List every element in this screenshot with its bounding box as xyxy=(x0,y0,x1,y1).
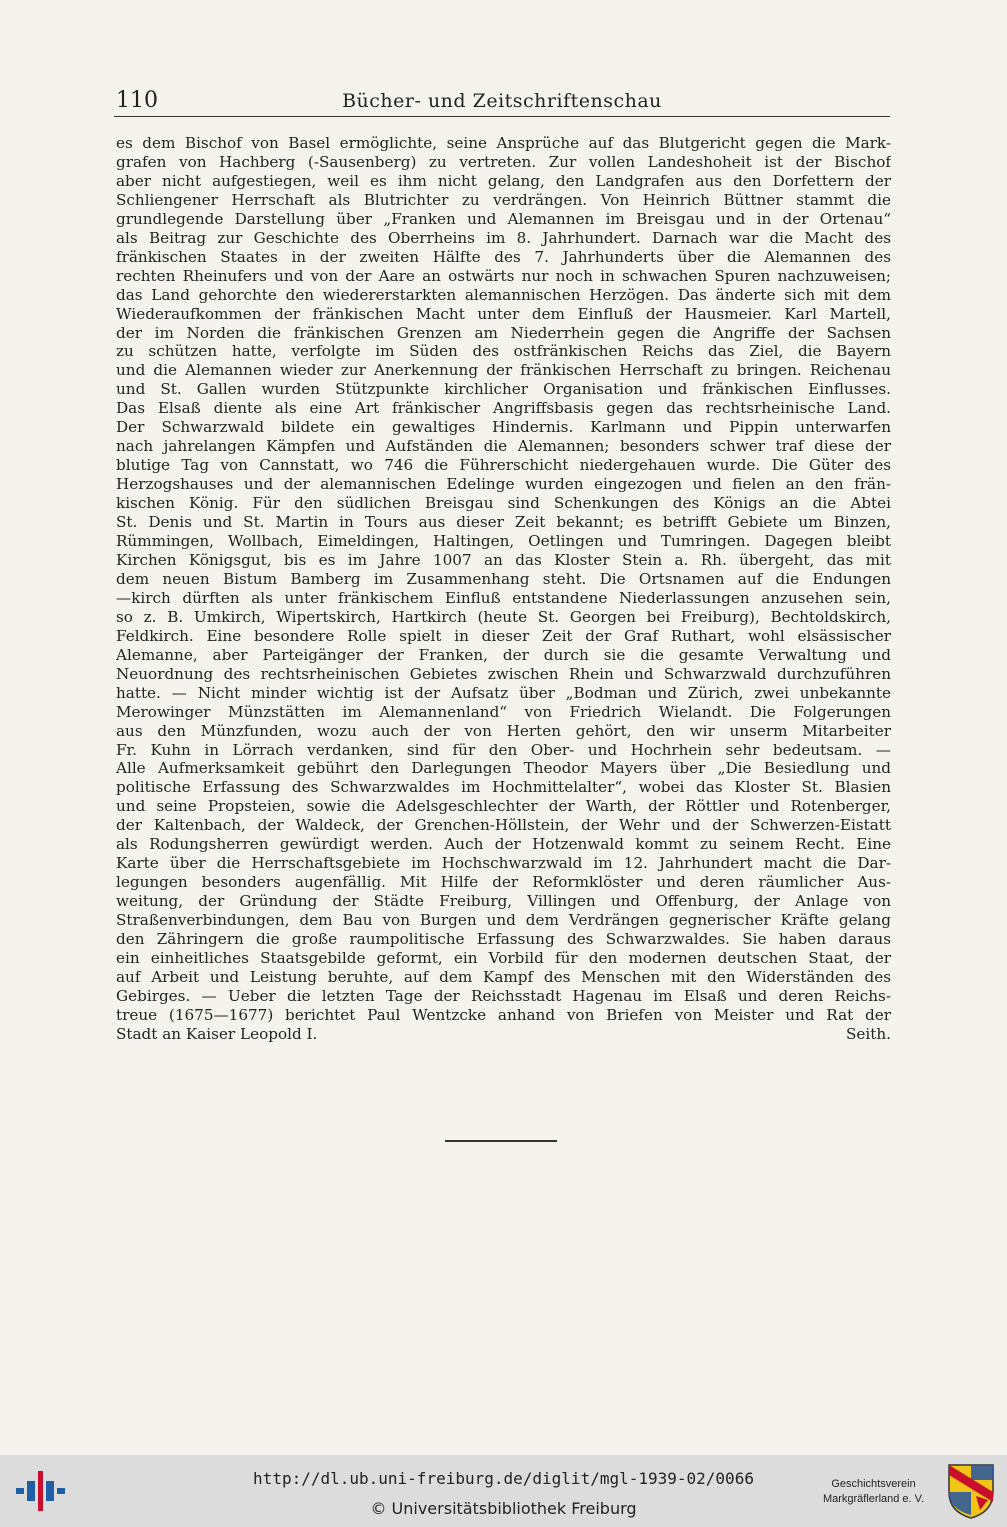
text-line: Herzogshauses und der alemannischen Edelinge wurden eingezogen und fielen an den frän- xyxy=(116,475,891,494)
text-line: Alle Aufmerksamkeit gebührt den Darlegungen Theodor Mayers über „Die Besiedlung und xyxy=(116,759,891,778)
society-name-line1: Geschichtsverein xyxy=(831,1478,916,1490)
text-line: Straßenverbindungen, dem Bau von Burgen und dem Verdrängen gegnerischer Kräfte gelang xyxy=(116,911,891,930)
text-line: St. Denis und St. Martin in Tours aus dieser Zeit bekannt; es betrifft Gebiete um Binzen, xyxy=(116,513,891,532)
author-signature: Seith. xyxy=(846,1024,891,1043)
text-line: Kirchen Königsgut, bis es im Jahre 1007 an das Kloster Stein a. Rh. übergeht, das mit xyxy=(116,550,891,569)
text-line: Karte über die Herrschaftsgebiete im Hochschwarzwald im 12. Jahrhundert macht die Dar- xyxy=(116,854,891,873)
final-line-text: Stadt an Kaiser Leopold I. xyxy=(116,1024,318,1043)
text-line: Der Schwarzwald bildete ein gewaltiges Hindernis. Karlmann und Pippin unterwarfen xyxy=(116,418,891,437)
text-line: treue (1675—1677) berichtet Paul Wentzcke anhand von Briefen von Meister und Rat der xyxy=(116,1005,891,1024)
text-line: Fr. Kuhn in Lörrach verdanken, sind für den Ober- und Hochrhein sehr bedeutsam. — xyxy=(116,740,891,759)
text-line: hatte. — Nicht minder wichtig ist der Aufsatz über „Bodman und Zürich, zwei unbekannte xyxy=(116,683,891,702)
text-line: weitung, der Gründung der Städte Freiburg, Villingen und Offenburg, der Anlage von xyxy=(116,892,891,911)
text-line-final xyxy=(116,1025,891,1044)
text-line: nach jahrelangen Kämpfen und Aufständen die Alemannen; besonders schwer traf diese der xyxy=(116,437,891,456)
text-line: aber nicht aufgestiegen, weil es ihm nicht gelang, den Landgrafen aus den Dorfettern der xyxy=(116,171,891,190)
text-line: es dem Bischof von Basel ermöglichte, seine Ansprüche auf das Blutgericht gegen die Mark- xyxy=(116,134,891,152)
page-header xyxy=(114,86,890,117)
text-line: auf Arbeit und Leistung beruhte, auf dem Kampf des Menschen mit den Widerständen des xyxy=(116,967,891,986)
text-line: der im Norden die fränkischen Grenzen am Niederrhein gegen die Angriffe der Sachsen xyxy=(116,323,891,342)
text-line: legungen besonders augenfällig. Mit Hilfe der Reformklöster und deren räumlicher Aus- xyxy=(116,873,891,892)
society-name xyxy=(806,1477,941,1507)
text-line: den Zähringern die große raumpolitische Erfassung des Schwarzwaldes. Sie haben daraus xyxy=(116,930,891,949)
text-line: grundlegende Darstellung über „Franken und Alemannen im Breisgau und in der Ortenau“ xyxy=(116,209,891,228)
society-name-line2: Markgräflerland e. V. xyxy=(822,1493,925,1505)
text-line: Merowinger Münzstätten im Alemannenland“ von Friedrich Wielandt. Die Folgerungen xyxy=(116,702,891,721)
text-line: und die Alemannen wieder zur Anerkennung der fränkischen Herrschaft zu bringen. Reichenau xyxy=(116,361,891,380)
copyright-notice: © Universitätsbibliothek Freiburg xyxy=(370,1499,637,1518)
text-line: als Rodungsherren gewürdigt werden. Auch der Hotzenwald kommt zu seinem Recht. Eine xyxy=(116,835,891,854)
text-line: aus den Münzfunden, wozu auch der von Herten gehört, den wir unserm Mitarbeiter xyxy=(116,721,891,740)
text-line: und seine Propsteien, sowie die Adelsgeschlechter der Warth, der Röttler und Rotenberger, xyxy=(116,797,891,816)
markgraeflerland-crest-icon xyxy=(946,1462,996,1520)
text-line: dem neuen Bistum Bamberg im Zusammenhang steht. Die Ortsnamen auf die Endungen xyxy=(116,569,891,588)
footer-bar xyxy=(0,1455,1007,1527)
permalink-url[interactable]: http://dl.ub.uni-freiburg.de/diglit/mgl-1939-02/0066 xyxy=(253,1469,754,1488)
text-line: Neuordnung des rechtsrheinischen Gebietes zwischen Rhein und Schwarzwald durchzuführen xyxy=(116,664,891,683)
text-line: Rümmingen, Wollbach, Eimeldingen, Haltingen, Oetlingen und Tumringen. Dagegen bleibt xyxy=(116,532,891,551)
body-text xyxy=(116,134,891,1044)
text-line: Alemanne, aber Parteigänger der Franken, der durch sie die gesamte Verwaltung und xyxy=(116,645,891,664)
text-line: rechten Rheinufers und von der Aare an ostwärts nur noch in schwachen Spuren nachzuweisen; xyxy=(116,266,891,285)
text-line: —kirch dürften als unter fränkischem Einfluß entstandene Niederlassungen anzusehen sein, xyxy=(116,588,891,607)
text-line: blutige Tag von Cannstatt, wo 746 die Führerschicht niedergehauen wurde. Die Güter des xyxy=(116,456,891,475)
page-number: 110 xyxy=(116,88,158,113)
text-line: grafen von Hachberg (-Sausenberg) zu vertreten. Zur vollen Landeshoheit ist der Bischof xyxy=(116,152,891,171)
text-line: Feldkirch. Eine besondere Rolle spielt in dieser Zeit der Graf Ruthart, wohl elsässischer xyxy=(116,626,891,645)
text-line: das Land gehorchte den wiedererstarkten alemannischen Herzögen. Das änderte sich mit dem xyxy=(116,285,891,304)
text-line: politische Erfassung des Schwarzwaldes im Hochmittelalter“, wobei das Kloster St. Blasien xyxy=(116,778,891,797)
text-line: der Kaltenbach, der Waldeck, der Grenchen-Höllstein, der Wehr und der Schwerzen-Eistatt xyxy=(116,816,891,835)
text-line: Das Elsaß diente als eine Art fränkischer Angriffsbasis gegen das rechtsrheinische Land. xyxy=(116,399,891,418)
text-line: kischen König. Für den südlichen Breisgau sind Schenkungen des Königs an die Abtei xyxy=(116,494,891,513)
text-line: ein einheitliches Staatsgebilde geformt, ein Vorbild für den modernen deutschen Staat, der xyxy=(116,948,891,967)
text-line: fränkischen Staates in der zweiten Hälfte des 7. Jahrhunderts über die Alemannen des xyxy=(116,247,891,266)
text-line: Gebirges. — Ueber die letzten Tage der Reichsstadt Hagenau im Elsaß und deren Reichs- xyxy=(116,986,891,1005)
text-line: Wiederaufkommen der fränkischen Macht unter dem Einfluß der Hausmeier. Karl Martell, xyxy=(116,304,891,323)
text-line: Schliengener Herrschaft als Blutrichter zu verdrängen. Von Heinrich Büttner stammt die xyxy=(116,190,891,209)
text-line: zu schützen hatte, verfolgte im Süden des ostfränkischen Reichs das Ziel, die Bayern xyxy=(116,342,891,361)
text-line: als Beitrag zur Geschichte des Oberrheins im 8. Jahrhundert. Darnach war die Macht des xyxy=(116,228,891,247)
running-title: Bücher- und Zeitschriftenschau xyxy=(342,90,662,112)
closing-rule xyxy=(445,1140,557,1142)
text-line: so z. B. Umkirch, Wipertskirch, Hartkirch (heute St. Georgen bei Freiburg), Bechtoldskirch, xyxy=(116,607,891,626)
text-line: und St. Gallen wurden Stützpunkte kirchlicher Organisation und fränkischen Einflusses. xyxy=(116,380,891,399)
